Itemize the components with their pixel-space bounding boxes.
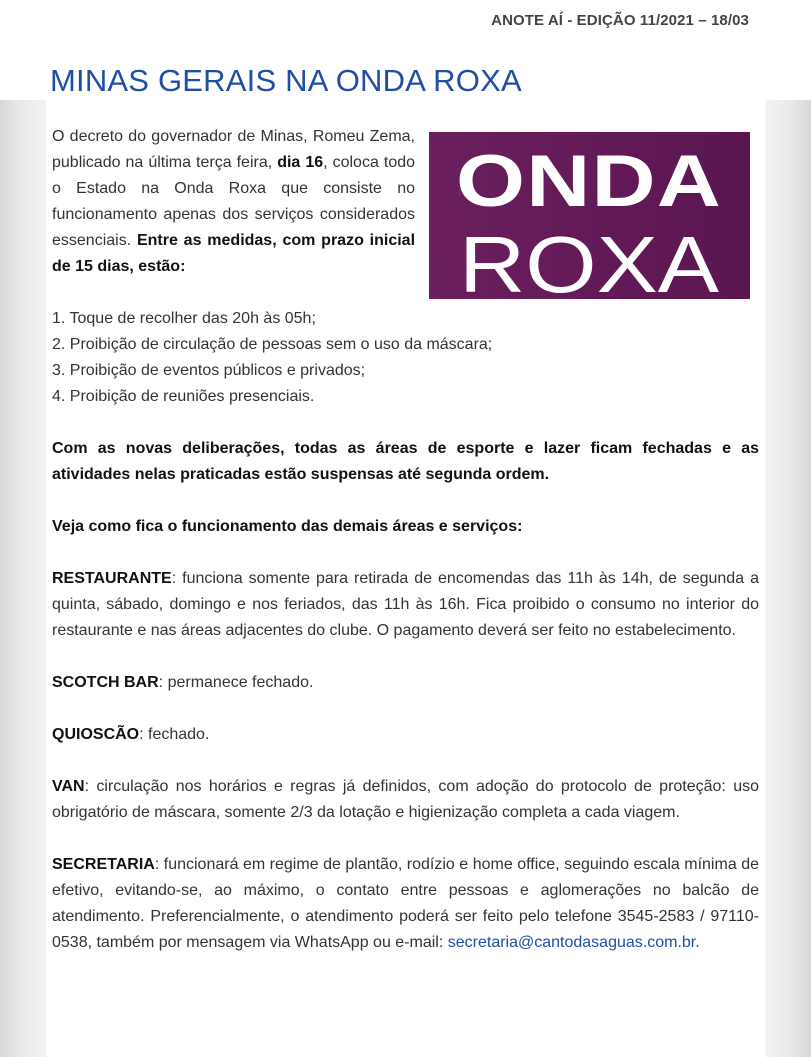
- service-label: SECRETARIA: [52, 856, 155, 873]
- intro-bold-date: dia 16: [277, 154, 324, 171]
- service-text: : fechado.: [139, 726, 210, 743]
- sports-note: [52, 436, 759, 488]
- service-text: : funcionará em regime de plantão, rodízio e home office, seguindo escala mínima de efetivo, evitando-se, ao máximo, o contato entre pessoas e aglomerações no balcão de atendimento. Preferencialmente, o atendimento poderá ser feito pelo telefone 3545-2583 / 97110-0538, também por mensagem via WhatsApp ou e-mail:: [52, 856, 759, 951]
- intro-text-2: , coloca todo o Estado na Onda Roxa que consiste no funcionamento apenas dos serviços considerados essenciais.: [52, 154, 416, 249]
- list-item: 1. Toque de recolher das 20h às 05h;: [52, 310, 316, 327]
- list-item: 2. Proibição de circulação de pessoas sem o uso da máscara;: [52, 336, 493, 353]
- article-body: [52, 124, 759, 956]
- service-label: QUIOSCÃO: [52, 726, 140, 743]
- intro-text-1: O decreto do governador de Minas, Romeu Zema, publicado na última terça feira,: [52, 128, 415, 171]
- service-secretaria: [52, 852, 759, 956]
- onda-roxa-logo: [429, 132, 750, 299]
- measures-list: [52, 306, 759, 410]
- service-label: RESTAURANTE: [52, 570, 172, 587]
- service-text-end: .: [695, 934, 700, 951]
- list-item: 4. Proibição de reuniões presenciais.: [52, 388, 315, 405]
- services-intro: [52, 514, 759, 540]
- service-restaurante: [52, 566, 759, 644]
- edition-header: ANOTE AÍ - EDIÇÃO 11/2021 – 18/03: [491, 12, 749, 29]
- list-item: 3. Proibição de eventos públicos e privados;: [52, 362, 366, 379]
- service-label: SCOTCH BAR: [52, 674, 159, 691]
- onda-roxa-logo-graphic: [429, 132, 750, 299]
- service-van: [52, 774, 759, 826]
- service-label: VAN: [52, 778, 85, 795]
- service-text: : funciona somente para retirada de encomendas das 11h às 14h, de segunda a quinta, sábado, domingo e nos feriados, das 11h às 16h. Fica proibido o consumo no interior do restaurante e nas áreas adjacentes do clube. O pagamento deverá ser feito no estabelecimento.: [52, 570, 759, 639]
- intro-bold-measures: Entre as medidas, com prazo inicial de 15 dias, estão:: [52, 232, 416, 275]
- service-text: : permanece fechado.: [158, 674, 314, 691]
- services-intro-text: Veja como fica o funcionamento das demais áreas e serviços:: [52, 518, 523, 535]
- service-text: : circulação nos horários e regras já definidos, com adoção do protocolo de proteção: uso obrigatório de máscara, somente 2/3 da lotação e higienização completa a cada viagem.: [52, 778, 759, 821]
- secretaria-email-link[interactable]: secretaria@cantodasaguas.com.br: [447, 934, 696, 951]
- sports-note-text: Com as novas deliberações, todas as áreas de esporte e lazer ficam fechadas e as atividades nelas praticadas estão suspensas até segunda ordem.: [52, 440, 759, 483]
- service-scotch-bar: [52, 670, 759, 696]
- service-quioscao: [52, 722, 759, 748]
- logo-line-2: ROXA: [459, 220, 720, 299]
- intro-paragraph: [52, 124, 415, 280]
- article-title: MINAS GERAIS NA ONDA ROXA: [50, 63, 522, 98]
- logo-line-1: ONDA: [456, 141, 722, 222]
